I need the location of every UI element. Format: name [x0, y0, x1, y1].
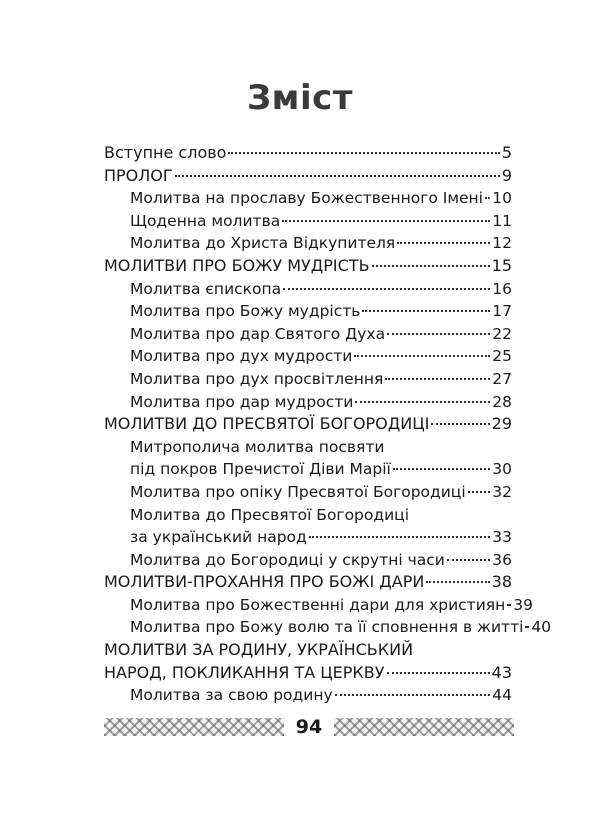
dot-leader [228, 152, 499, 154]
toc-entry-page: 36 [492, 550, 512, 569]
toc-entry-title: Молитва за свою родину [130, 686, 333, 705]
toc-entry-page: 22 [492, 324, 512, 343]
toc-entry [104, 413, 512, 436]
toc-entry-page: 44 [492, 686, 512, 705]
toc-entry-title: Молитва про дух мудрости [130, 347, 353, 366]
toc-entry-title: НАРОД, ПОКЛИКАННЯ ТА ЦЕРКВУ [104, 662, 385, 682]
toc-entry-title: Молитва про Божественні дари для християн [130, 595, 506, 614]
toc-entry-page: 28 [492, 392, 512, 411]
dot-leader [355, 401, 490, 403]
toc-entry [104, 323, 512, 346]
dot-leader [385, 378, 490, 380]
toc-entry [104, 571, 512, 594]
toc-entry-page: 43 [491, 662, 512, 682]
toc-entry [104, 232, 512, 255]
dot-leader [354, 355, 490, 357]
dot-leader [507, 604, 511, 606]
toc-entry-title: Молитва єпископа [130, 279, 282, 298]
toc-entry [104, 345, 512, 368]
toc-entry-title: за український народ [130, 528, 307, 547]
toc-entry [104, 300, 512, 323]
dot-leader [447, 559, 490, 561]
toc-entry-page: 10 [492, 189, 512, 208]
toc-entry [104, 481, 512, 504]
table-of-contents [104, 142, 552, 707]
toc-entry-title: Молитва про опіку Пресвятої Богородиці [130, 482, 466, 501]
toc-entry [104, 639, 512, 662]
toc-entry-title: Вступне слово [104, 143, 227, 162]
toc-entry [104, 165, 512, 188]
toc-entry [104, 594, 533, 617]
ornament-right-icon [334, 718, 514, 736]
toc-entry-title: Молитва на прославу Божественного Імені [130, 189, 483, 208]
dot-leader [468, 491, 491, 493]
toc-entry-page: 25 [492, 347, 512, 366]
toc-entry-page: 5 [501, 143, 512, 162]
toc-entry-title: Молитва про Божу волю та її сповнення в житті [130, 618, 524, 637]
dot-leader [525, 626, 529, 628]
toc-entry [104, 662, 512, 685]
toc-entry [104, 504, 512, 527]
page-title: Зміст [247, 78, 353, 118]
page-number: 94 [295, 716, 323, 738]
toc-entry-title: Митрополича молитва посвяти [130, 437, 385, 456]
toc-entry-page: 27 [492, 369, 512, 388]
dot-leader [387, 333, 490, 335]
toc-entry-page: 30 [492, 460, 512, 479]
toc-entry-page: 12 [492, 234, 512, 253]
toc-entry-title: Молитва до Христа Відкупителя [130, 234, 396, 253]
toc-entry-page: 16 [492, 279, 512, 298]
toc-entry-title: ПРОЛОГ [104, 165, 173, 185]
toc-entry [104, 255, 512, 278]
dot-leader [362, 310, 490, 312]
toc-entry-title: Молитва про дух просвітлення [130, 369, 384, 388]
toc-entry [104, 368, 512, 391]
toc-entry-title: Молитва про дар мудрости [130, 392, 354, 411]
toc-entry [104, 187, 512, 210]
dot-leader [431, 423, 489, 425]
toc-entry-page: 11 [492, 211, 512, 230]
toc-entry-page: 32 [492, 482, 512, 501]
toc-entry [104, 684, 512, 707]
toc-entry [104, 436, 512, 459]
toc-entry [104, 616, 552, 639]
dot-leader [387, 672, 490, 674]
toc-entry-title: Щоденна молитва [130, 211, 281, 230]
toc-entry-title: МОЛИТВИ ЗА РОДИНУ, УКРАЇНСЬКИЙ [104, 640, 414, 660]
dot-leader [485, 197, 490, 199]
toc-entry-page: 9 [501, 165, 512, 185]
toc-entry-title: МОЛИТВИ ПРО БОЖУ МУДРІСТЬ [104, 255, 370, 275]
toc-entry [104, 210, 512, 233]
dot-leader [175, 175, 500, 177]
toc-entry-title: Молитва про дар Святого Духа [130, 324, 386, 343]
toc-entry-page: 39 [513, 595, 533, 614]
toc-entry-title: Молитва до Пресвятої Богородиці [130, 505, 410, 524]
dot-leader [426, 581, 489, 583]
toc-entry-title: Молитва до Богородиці у скрутні часи [130, 550, 445, 569]
ornament-left-icon [104, 718, 284, 736]
toc-entry-page: 17 [492, 302, 512, 321]
toc-entry [104, 526, 512, 549]
dot-leader [372, 265, 490, 267]
toc-entry-page: 40 [531, 618, 552, 637]
toc-entry-page: 29 [491, 414, 512, 434]
dot-leader [397, 242, 490, 244]
dot-leader [309, 536, 491, 538]
toc-entry [104, 278, 512, 301]
toc-entry-title: МОЛИТВИ ДО ПРЕСВЯТОЇ БОГОРОДИЦІ [104, 414, 430, 434]
toc-entry [104, 391, 512, 414]
toc-entry [104, 142, 512, 165]
toc-entry-title: МОЛИТВИ-ПРОХАННЯ ПРО БОЖІ ДАРИ [104, 572, 425, 592]
toc-entry-title: Молитва про Божу мудрість [130, 302, 361, 321]
toc-entry-title: під покров Пречистої Діви Марії [130, 460, 391, 479]
toc-entry [104, 549, 512, 572]
dot-leader [393, 468, 490, 470]
toc-entry-page: 38 [491, 572, 512, 592]
dot-leader [283, 288, 490, 290]
toc-entry-page: 33 [492, 528, 512, 547]
toc-entry-page: 15 [491, 255, 512, 275]
toc-entry [104, 458, 512, 481]
dot-leader [335, 694, 491, 696]
dot-leader [282, 220, 490, 222]
page-footer [0, 712, 600, 742]
